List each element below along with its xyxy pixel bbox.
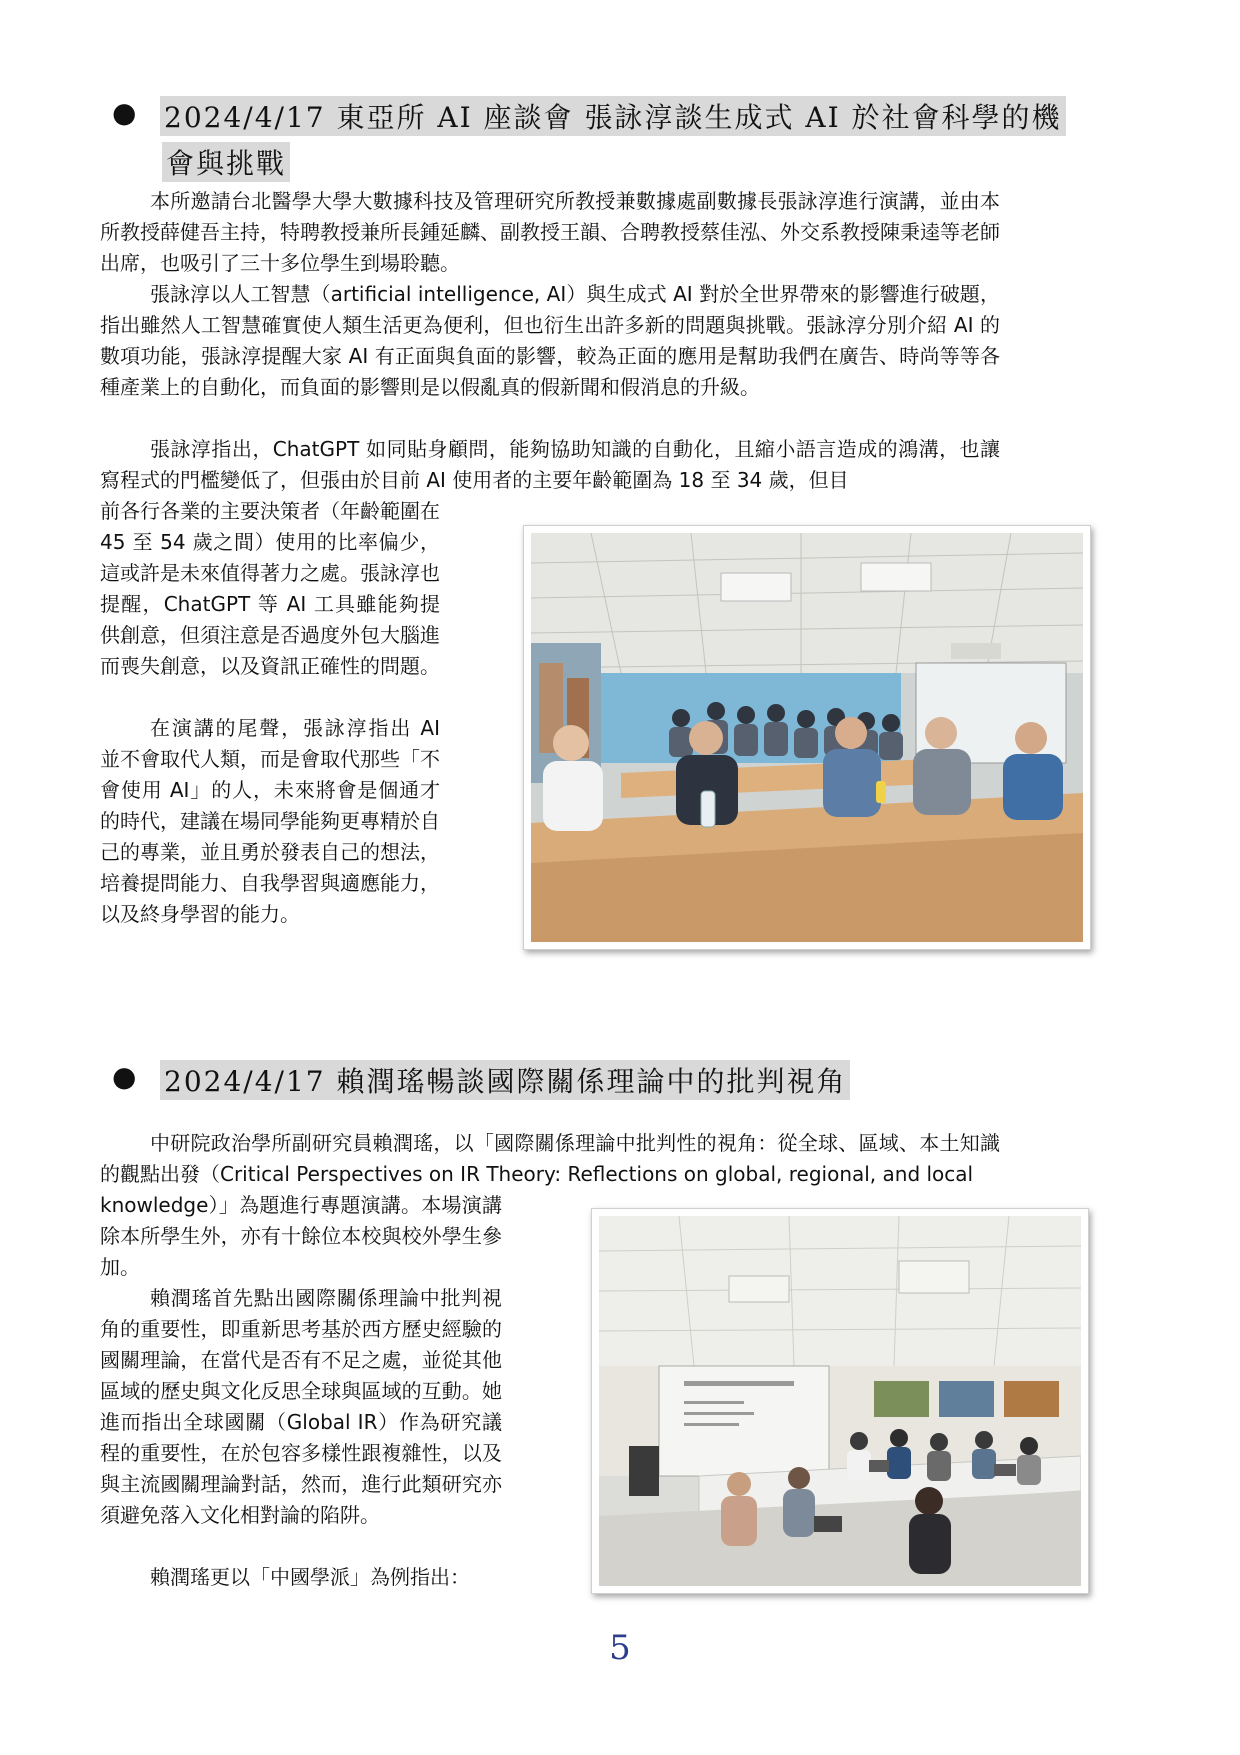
seminar-photo-2 <box>591 1208 1089 1594</box>
seminar-photo-2-image <box>599 1216 1081 1586</box>
article2-paragraph-1: 中研院政治學所副研究員賴潤瑤，以「國際關係理論中批判性的視角：從全球、區域、本土知識的觀點出發（Critical Perspectives on IR Theory: Reflections on global, regional, and local <box>100 1131 1000 1186</box>
article1-paragraph-4: 在演講的尾聲，張詠淳指出 AI 並不會取代人類，而是會取代那些「不會使用 AI」的人，未來將會是個通才的時代，建議在場同學能夠更專精於自己的專業，並且勇於發表自己的想法，培養提問能力、自我學習與適應能力，以及終身學習的能力。 <box>100 716 440 926</box>
article1-paragraph-2: 張詠淳以人工智慧（artificial intelligence, AI）與生成式 AI 對於全世界帶來的影響進行破題，指出雖然人工智慧確實使人類生活更為便利，但也衍生出許多新的問題與挑戰。張詠淳分別介紹 AI 的數項功能，張詠淳提醒大家 AI 有正面與負面的影響，較為正面的應用是幫助我們在廣告、時尚等等各種產業上的自動化，而負面的影響則是以假亂真的假新聞和假消息的升級。 <box>100 282 1000 399</box>
seminar-photo-1-image <box>531 533 1083 942</box>
article1-paragraph-3: 張詠淳指出，ChatGPT 如同貼身顧問，能夠協助知識的自動化，且縮小語言造成的鴻溝，也讓寫程式的門檻變低了，但張由於目前 AI 使用者的主要年齡範圍為 18 至 34 歲，但目 <box>100 437 1000 492</box>
article1-paragraph-1: 本所邀請台北醫學大學大數據科技及管理研究所教授兼數據處副數據長張詠淳進行演講，並由本所教授薛健吾主持，特聘教授兼所長鍾延麟、副教授王韻、合聘教授蔡佳泓、外交系教授陳秉逵等老師出席，也吸引了三十多位學生到場聆聽。 <box>100 189 1000 275</box>
bullet-icon: ● <box>112 1060 139 1093</box>
seminar-photo-1 <box>523 525 1091 950</box>
article1-heading-line2: 會與挑戰 <box>162 142 290 182</box>
article2-paragraph-1-cont: knowledge）」為題進行專題演講。本場演講除本所學生外，亦有十餘位本校與校外學生參加。 <box>100 1193 502 1279</box>
article2-paragraph-3: 賴潤瑤更以「中國學派」為例指出： <box>150 1565 470 1589</box>
article1-paragraph-3-cont: 前各行各業的主要決策者（年齡範圍在 45 至 54 歲之間）使用的比率偏少，這或許是未來值得著力之處。張詠淳也提醒，ChatGPT 等 AI 工具雖能夠提供創意，但須注意是否過度外包大腦進而喪失創意，以及資訊正確性的問題。 <box>100 499 440 678</box>
page-number: 5 <box>609 1628 631 1668</box>
article2-heading-text: 2024/4/17 賴潤瑤暢談國際關係理論中的批判視角 <box>160 1060 850 1100</box>
bullet-icon: ● <box>112 96 139 129</box>
article2-paragraph-2: 賴潤瑤首先點出國際關係理論中批判視角的重要性，即重新思考基於西方歷史經驗的國關理論，在當代是否有不足之處，並從其他區域的歷史與文化反思全球與區域的互動。她進而指出全球國關（Global IR）作為研究議程的重要性，在於包容多樣性跟複雜性，以及與主流國關理論對話，然而，進行此類研究亦須避免落入文化相對論的陷阱。 <box>100 1286 502 1527</box>
article1-heading-line1: 2024/4/17 東亞所 AI 座談會 張詠淳談生成式 AI 於社會科學的機 <box>160 96 1066 136</box>
